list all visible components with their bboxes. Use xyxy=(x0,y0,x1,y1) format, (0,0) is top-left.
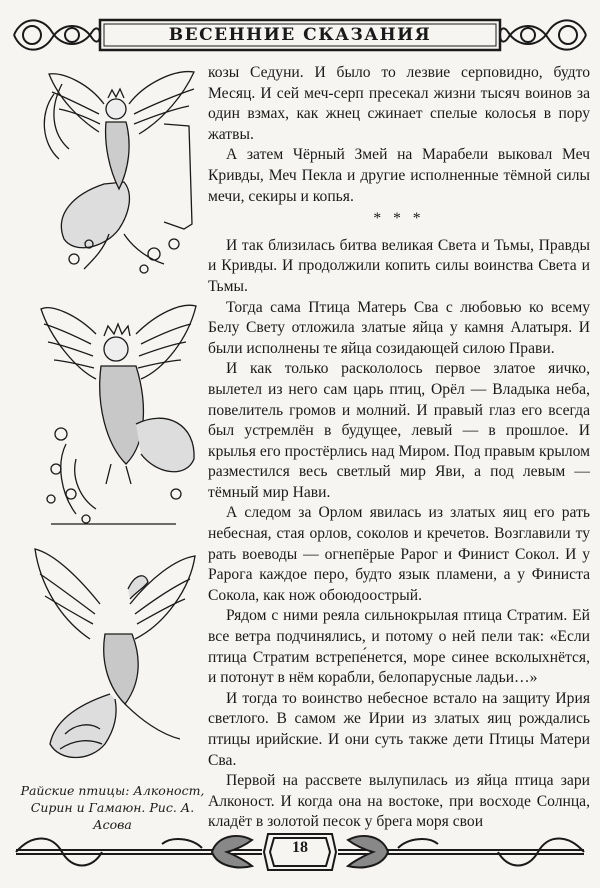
paragraph: И тогда то воинство небесное встало на защиту Ирия светлого. В самом же Ирии из златых яиц рождались птицы ирийские. И они суть также дети Птицы Матери Сва. xyxy=(208,689,590,769)
header-title: ВЕСЕННИЕ СКАЗАНИЯ xyxy=(168,25,432,45)
paragraph: Первой на рассвете вылупилась из яйца птица зари Алконост. И когда она на востоке, при восходе Солнца, кладёт в золотой песок у брега моря свои xyxy=(208,772,590,831)
body-text xyxy=(208,63,590,833)
caption-line-2: Сирин и Гамаюн. Рис. А. Асова xyxy=(30,800,195,832)
paragraph: козы Седуни. И было то лезвие серповидно, будто Месяц. И сей меч-серп пресекал жизни тысяч воинов за один взмах, как жнец сжинает спелые колосья в пору жатвы. xyxy=(208,64,590,143)
paragraph: Тогда сама Птица Матерь Сва с любовью ко всему Белу Свету отложила златые яйца у камня Алатыря. И были исполнены те яйца созидающей силою Прави. xyxy=(208,298,590,357)
section-separator: * * * xyxy=(373,210,425,228)
page-number: 18 xyxy=(292,839,308,856)
caption-line-1: Райские птицы: Алконост, xyxy=(20,783,205,798)
gamayun-bird-illustration xyxy=(30,544,200,769)
paragraph: И так близилась битва великая Света и Тьмы, Правды и Кривды. И продолжили копить силы воинства Света и Тьмы. xyxy=(208,236,590,295)
paragraph: А затем Чёрный Змей на Марабели выковал Меч Кривды, Меч Пекла и другие исполненные тёмной силы мечи, секиры и копья. xyxy=(208,146,590,205)
paragraph: А следом за Орлом явилась из златых яиц его рать небесная, стая орлов, соколов и кречетов. Возглавили ту рать воеводы — огнепёрые Рарог и Финист Сокол. И у Рарога каждое перо, будто язык пламени, а у Финиста Сокола, как нож обоюдоострый. xyxy=(208,504,590,604)
paragraph: Рядом с ними реяла сильнокрылая птица Стратим. Ей все ветра подчинялись, и потому о ней пели так: «Если птица Стратим встрепе́нется, море синее всколыхнётся, и потонут в нём корабли, белопарусные ладьи…» xyxy=(208,607,590,687)
sirin-bird-illustration xyxy=(36,294,201,534)
page-footer xyxy=(12,826,588,876)
alkonost-bird-illustration xyxy=(34,64,199,279)
paragraph: И как только раскололось первое златое яичко, вылетел из него сам царь птиц, Орёл — Владыка неба, повелитель громов и молний. И правый глаз его всегда был устремлён в будущее, левый — в прошлое. И крылья его простёрлись над Миром. Под правым крылом разместился весь светлый мир Яви, а под левым — тёмный мир Нави. xyxy=(208,360,590,501)
illustration-column xyxy=(14,62,205,832)
running-header xyxy=(12,14,588,56)
